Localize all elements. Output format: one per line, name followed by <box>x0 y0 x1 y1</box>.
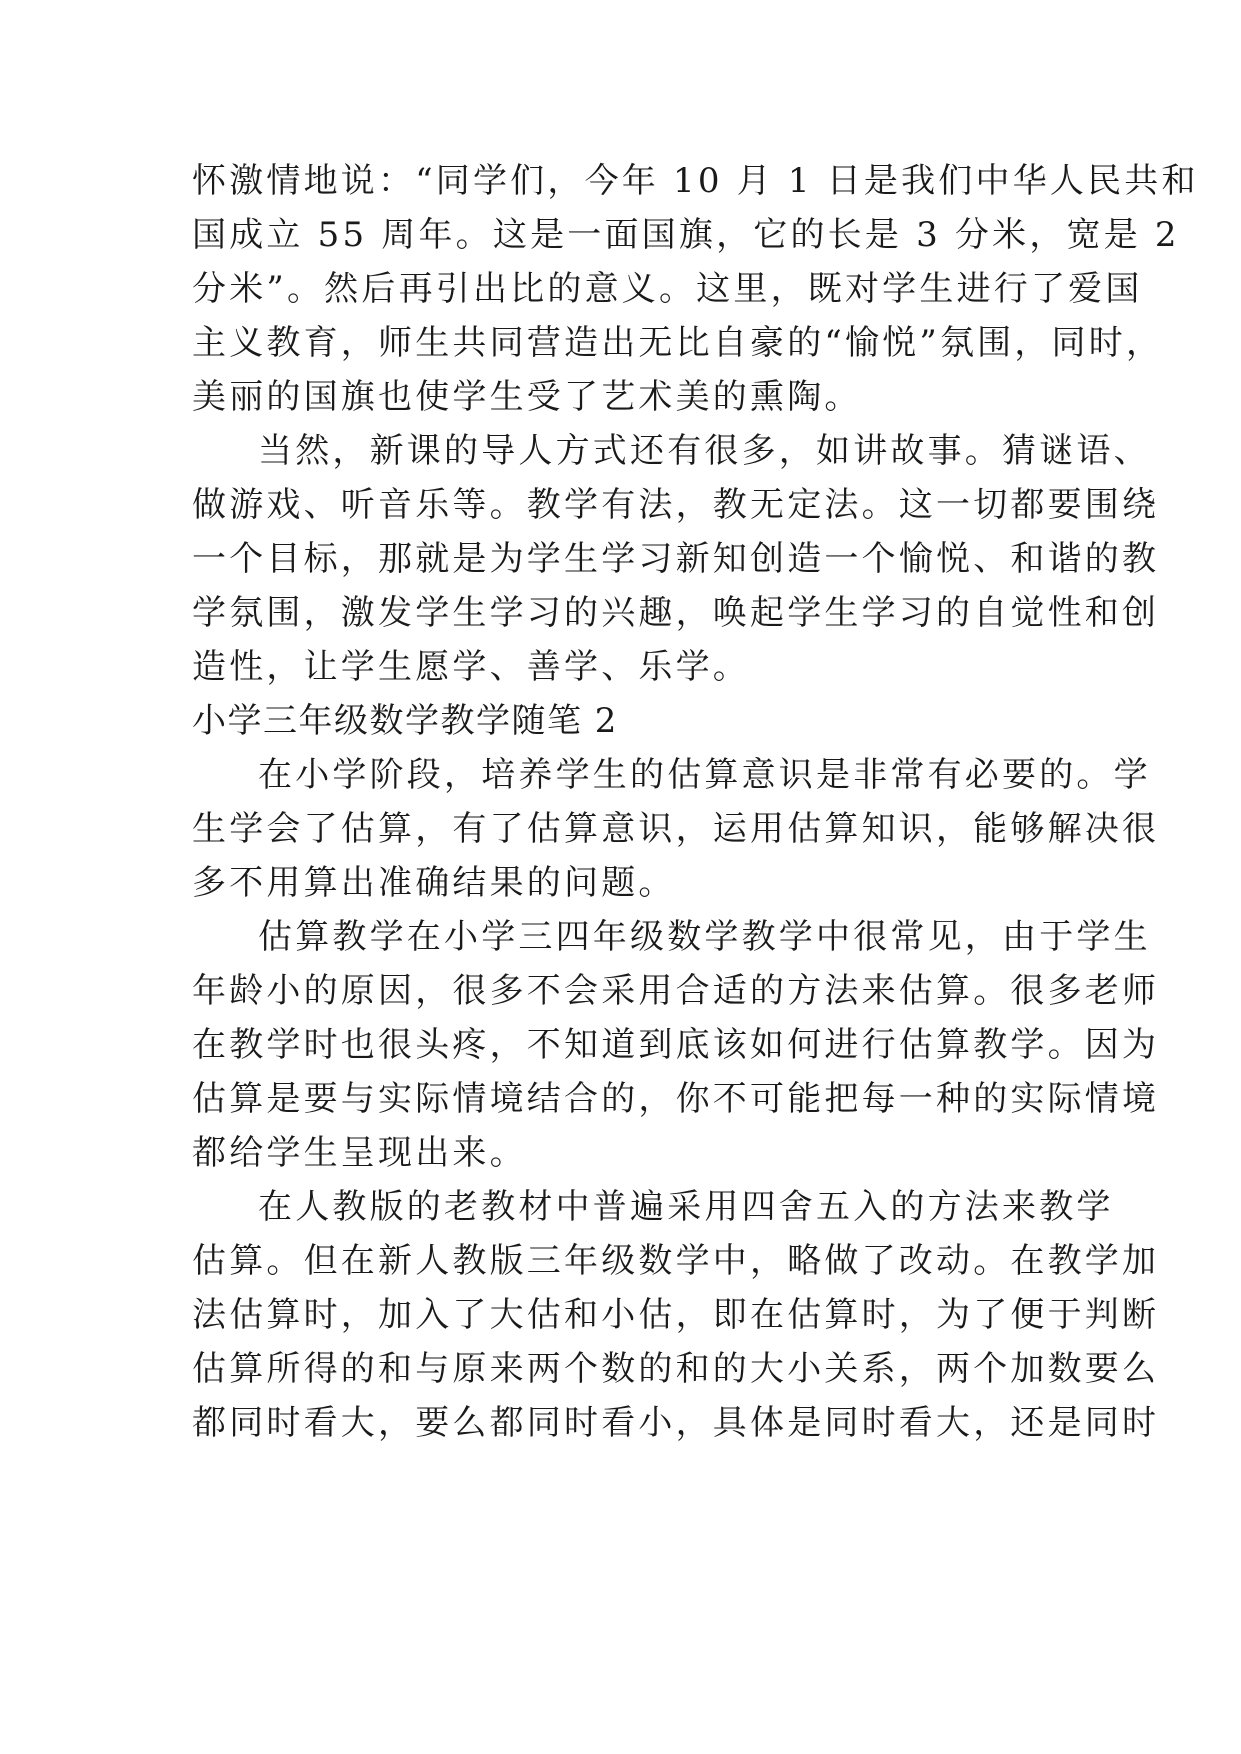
text-line: 都给学生呈现出来。 <box>192 1133 527 1173</box>
text-line: 在教学时也很头疼，不知道到底该如何进行估算教学。因为 <box>192 1025 1160 1065</box>
paragraph-first-line: 在人教版的老教材中普遍采用四舍五入的方法来教学 <box>258 1187 1114 1227</box>
paragraph-first-line: 当然，新课的导人方式还有很多，如讲故事。猜谜语、 <box>258 431 1151 471</box>
text-line: 分米”。然后再引出比的意义。这里，既对学生进行了爱国 <box>192 269 1143 309</box>
text-line: 主义教育，师生共同营造出无比自豪的“愉悦”氛围，同时， <box>192 323 1164 363</box>
text-line: 年龄小的原因，很多不会采用合适的方法来估算。很多老师 <box>192 971 1160 1011</box>
text-line: 法估算时，加入了大估和小估，即在估算时，为了便于判断 <box>192 1295 1160 1335</box>
paragraph-first-line: 在小学阶段，培养学生的估算意识是非常有必要的。学 <box>258 755 1151 795</box>
text-line: 怀激情地说：“同学们，今年 10 月 1 日是我们中华人民共和 <box>192 161 1199 201</box>
text-line: 做游戏、听音乐等。教学有法，教无定法。这一切都要围绕 <box>192 485 1160 525</box>
section-heading: 小学三年级数学教学随笔 2 <box>192 701 618 741</box>
paragraph-first-line: 估算教学在小学三四年级数学教学中很常见，由于学生 <box>258 917 1151 957</box>
text-line: 估算是要与实际情境结合的，你不可能把每一种的实际情境 <box>192 1079 1160 1119</box>
text-line: 生学会了估算，有了估算意识，运用估算知识，能够解决很 <box>192 809 1160 849</box>
text-line: 一个目标，那就是为学生学习新知创造一个愉悦、和谐的教 <box>192 539 1160 579</box>
text-line: 都同时看大，要么都同时看小，具体是同时看大，还是同时 <box>192 1403 1160 1443</box>
text-line: 美丽的国旗也使学生受了艺术美的熏陶。 <box>192 377 862 417</box>
text-line: 多不用算出准确结果的问题。 <box>192 863 676 903</box>
text-line: 国成立 55 周年。这是一面国旗，它的长是 3 分米，宽是 2 <box>192 215 1180 255</box>
text-line: 学氛围，激发学生学习的兴趣，唤起学生学习的自觉性和创 <box>192 593 1160 633</box>
text-line: 造性，让学生愿学、善学、乐学。 <box>192 647 750 687</box>
text-line: 估算。但在新人教版三年级数学中，略做了改动。在教学加 <box>192 1241 1160 1281</box>
text-line: 估算所得的和与原来两个数的和的大小关系，两个加数要么 <box>192 1349 1160 1389</box>
